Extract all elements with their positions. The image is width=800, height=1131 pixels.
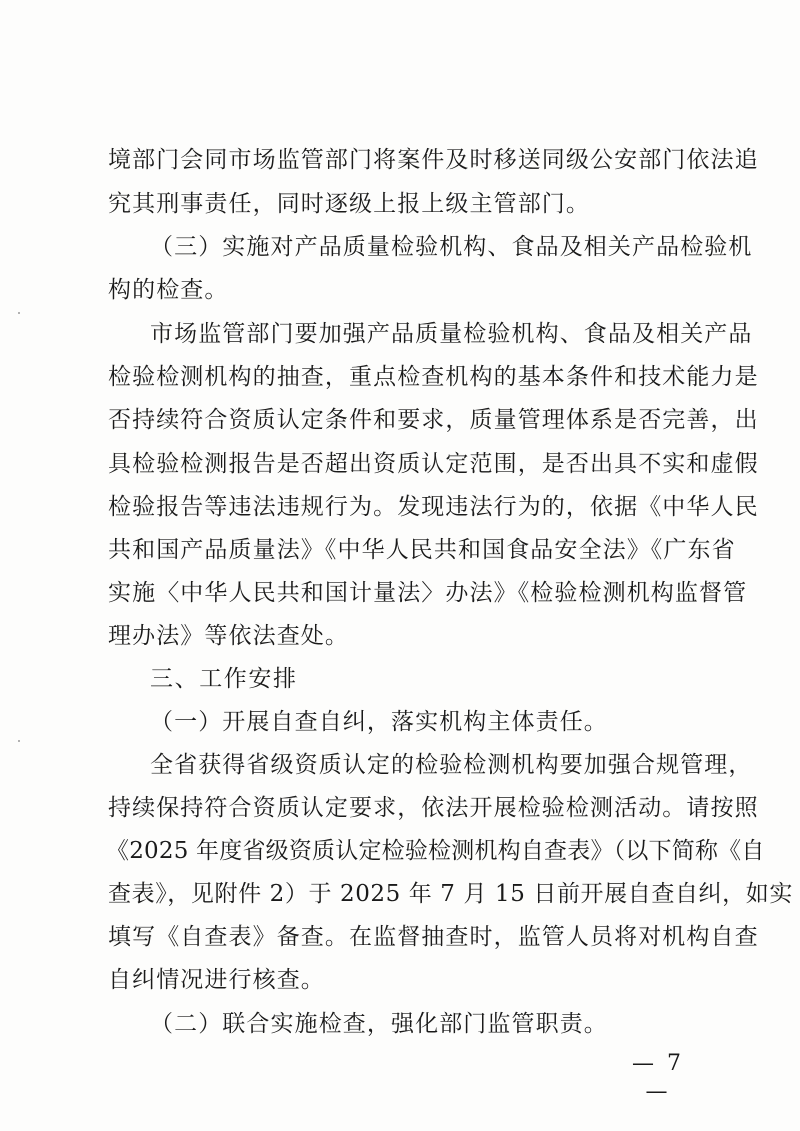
body-line: 查表》，见附件 2）于 2025 年 7 月 15 日前开展自查自纠，如实 xyxy=(108,881,793,907)
section-heading: （二）联合实施检查，强化部门监管职责。 xyxy=(150,1011,608,1037)
body-line: 《2025 年度省级资质认定检验检测机构自查表》（以下简称《自 xyxy=(106,838,765,864)
body-line: 究其刑事责任，同时逐级上报上级主管部门。 xyxy=(108,191,590,217)
section-heading: （一）开展自查自纠，落实机构主体责任。 xyxy=(150,709,608,735)
body-line: 共和国产品质量法》《中华人民共和国食品安全法》《广东省 xyxy=(108,537,736,563)
chapter-heading: 三、工作安排 xyxy=(150,666,298,692)
body-line: 检验检测机构的抽查，重点检查机构的基本条件和技术能力是 xyxy=(108,364,759,390)
margin-mark xyxy=(18,312,20,314)
body-line: 填写《自查表》备查。在监督抽查时，监管人员将对机构自查 xyxy=(108,924,759,950)
section-heading: （三）实施对产品质量检验机构、食品及相关产品检验机 xyxy=(150,234,753,260)
body-line: 境部门会同市场监管部门将案件及时移送同级公安部门依法追 xyxy=(108,147,759,173)
body-line: 理办法》等依法查处。 xyxy=(108,623,349,649)
body-line: 具检验检测报告是否超出资质认定范围，是否出具不实和虚假 xyxy=(108,451,759,477)
margin-mark xyxy=(18,740,20,742)
body-line: 否持续符合资质认定条件和要求，质量管理体系是否完善，出 xyxy=(108,407,759,433)
body-line: 实施〈中华人民共和国计量法〉办法》《检验检测机构监督管 xyxy=(108,580,748,606)
body-line: 自纠情况进行核查。 xyxy=(108,967,325,993)
body-line: 检验报告等违法违规行为。发现违法行为的，依据《中华人民 xyxy=(108,494,759,520)
body-line: 持续保持符合资质认定要求，依法开展检验检测活动。请按照 xyxy=(108,795,759,821)
page-number: — 7 — xyxy=(632,1051,684,1104)
body-line: 全省获得省级资质认定的检验检测机构要加强合规管理， xyxy=(150,752,753,778)
body-line: 市场监管部门要加强产品质量检验机构、食品及相关产品 xyxy=(150,321,753,347)
body-line: 构的检查。 xyxy=(108,277,229,303)
